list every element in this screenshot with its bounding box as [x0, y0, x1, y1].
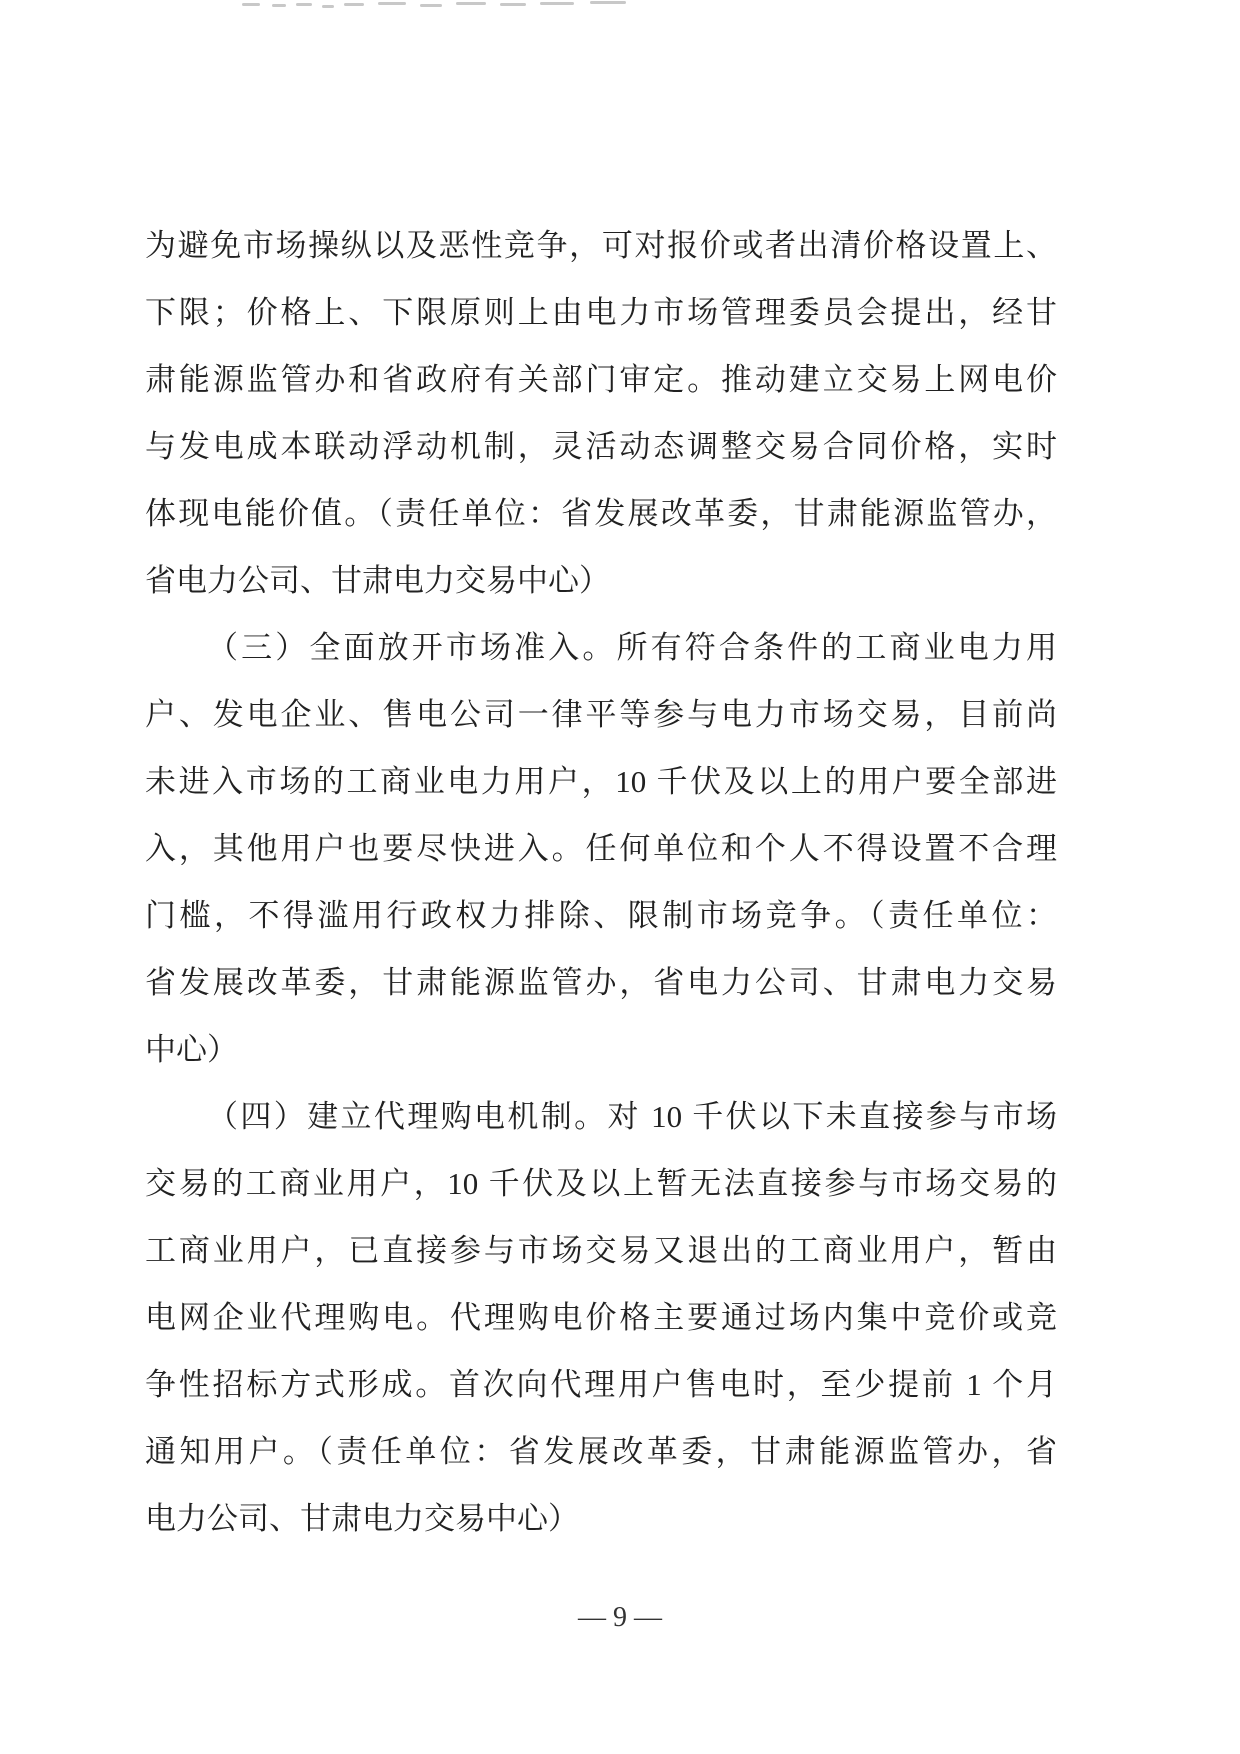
text-line: 肃能源监管办和省政府有关部门审定。推动建立交易上网电价: [145, 362, 1057, 397]
scan-smudge: [378, 2, 406, 5]
scan-smudge: [296, 3, 312, 6]
text-line: 电网企业代理购电。代理购电价格主要通过场内集中竞价或竞: [145, 1300, 1057, 1335]
page-number: — 9 —: [578, 1602, 662, 1633]
text-line: 体现电能价值。（责任单位：省发展改革委，甘肃能源监管办，: [145, 496, 1057, 531]
scan-smudge: [322, 5, 334, 8]
scan-smudge: [456, 2, 486, 5]
text-line: 通知用户。（责任单位：省发展改革委，甘肃能源监管办，省: [145, 1434, 1057, 1469]
scan-smudge: [590, 1, 626, 4]
scan-artifact-row: [0, 0, 1240, 14]
text-line: 入，其他用户也要尽快进入。任何单位和个人不得设置不合理: [145, 831, 1057, 866]
text-line: 交易的工商业用户，10 千伏及以上暂无法直接参与市场交易的: [145, 1166, 1057, 1201]
text-line-paragraph-start: （四）建立代理购电机制。对 10 千伏以下未直接参与市场: [207, 1099, 1057, 1134]
text-line: 户、发电企业、售电公司一律平等参与电力市场交易，目前尚: [145, 697, 1057, 732]
text-line: 为避免市场操纵以及恶性竞争，可对报价或者出清价格设置上、: [145, 228, 1057, 263]
document-body: [145, 212, 1057, 1552]
text-line: 省发展改革委，甘肃能源监管办，省电力公司、甘肃电力交易: [145, 965, 1057, 1000]
text-line: 未进入市场的工商业电力用户，10 千伏及以上的用户要全部进: [145, 764, 1057, 799]
text-line: 省电力公司、甘肃电力交易中心）: [145, 563, 610, 598]
text-line: 门槛，不得滥用行政权力排除、限制市场竞争。（责任单位：: [145, 898, 1057, 933]
text-line: 中心）: [145, 1032, 238, 1067]
scan-smudge: [344, 3, 364, 6]
scan-smudge: [272, 4, 286, 7]
text-line: 工商业用户，已直接参与市场交易又退出的工商业用户，暂由: [145, 1233, 1057, 1268]
text-line-paragraph-start: （三）全面放开市场准入。所有符合条件的工商业电力用: [207, 630, 1057, 665]
scan-smudge: [420, 4, 442, 7]
text-line: 电力公司、甘肃电力交易中心）: [145, 1501, 579, 1536]
text-line: 与发电成本联动浮动机制，灵活动态调整交易合同价格，实时: [145, 429, 1057, 464]
text-line: 争性招标方式形成。首次向代理用户售电时，至少提前 1 个月: [145, 1367, 1057, 1402]
scan-smudge: [540, 2, 574, 5]
scan-smudge: [500, 3, 526, 6]
text-line: 下限；价格上、下限原则上由电力市场管理委员会提出，经甘: [145, 295, 1057, 330]
scan-smudge: [242, 3, 260, 6]
